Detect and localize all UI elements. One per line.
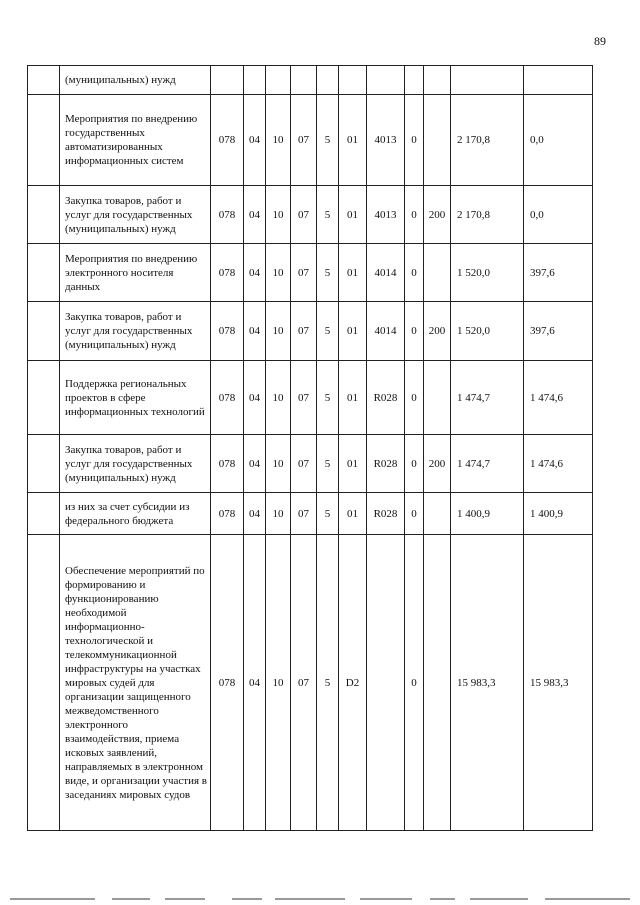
code-cell-8: 0 bbox=[405, 244, 424, 302]
code-cell-2: 04 bbox=[244, 244, 266, 302]
code-cell-2: 04 bbox=[244, 95, 266, 186]
value-cell-2: 1 474,6 bbox=[524, 361, 593, 435]
row-number-cell bbox=[28, 535, 60, 831]
value-cell-2: 1 474,6 bbox=[524, 435, 593, 493]
value-cell-2: 15 983,3 bbox=[524, 535, 593, 831]
value-cell-2 bbox=[524, 66, 593, 95]
code-cell-8: 0 bbox=[405, 361, 424, 435]
code-cell-5: 5 bbox=[317, 302, 339, 361]
table-row bbox=[28, 95, 593, 186]
code-cell-4: 07 bbox=[291, 535, 317, 831]
code-cell-3: 10 bbox=[266, 186, 291, 244]
code-cell-2 bbox=[244, 66, 266, 95]
code-cell-2: 04 bbox=[244, 435, 266, 493]
value-cell-1: 15 983,3 bbox=[451, 535, 524, 831]
page-number: 89 bbox=[594, 34, 606, 48]
value-cell-2: 0,0 bbox=[524, 95, 593, 186]
code-cell-3: 10 bbox=[266, 244, 291, 302]
value-cell-1: 1 520,0 bbox=[451, 244, 524, 302]
code-cell-3: 10 bbox=[266, 361, 291, 435]
code-cell-1: 078 bbox=[211, 435, 244, 493]
row-number-cell bbox=[28, 361, 60, 435]
code-cell-9: 200 bbox=[424, 302, 451, 361]
budget-table bbox=[27, 65, 593, 831]
code-cell-8: 0 bbox=[405, 186, 424, 244]
code-cell-9 bbox=[424, 66, 451, 95]
code-cell-5: 5 bbox=[317, 493, 339, 535]
description-cell: Закупка товаров, работ и услуг для государственных (муниципальных) нужд bbox=[60, 186, 211, 244]
code-cell-4: 07 bbox=[291, 435, 317, 493]
value-cell-2: 397,6 bbox=[524, 244, 593, 302]
code-cell-4: 07 bbox=[291, 95, 317, 186]
code-cell-6 bbox=[339, 66, 367, 95]
code-cell-4: 07 bbox=[291, 302, 317, 361]
code-cell-3 bbox=[266, 66, 291, 95]
code-cell-6: 01 bbox=[339, 435, 367, 493]
code-cell-6: 01 bbox=[339, 244, 367, 302]
code-cell-7: 4014 bbox=[367, 302, 405, 361]
value-cell-2: 1 400,9 bbox=[524, 493, 593, 535]
code-cell-5: 5 bbox=[317, 186, 339, 244]
code-cell-5 bbox=[317, 66, 339, 95]
code-cell-5: 5 bbox=[317, 535, 339, 831]
code-cell-3: 10 bbox=[266, 493, 291, 535]
description-cell: Поддержка региональных проектов в сфере информационных технологий bbox=[60, 361, 211, 435]
row-number-cell bbox=[28, 244, 60, 302]
table-body bbox=[28, 66, 593, 831]
code-cell-3: 10 bbox=[266, 302, 291, 361]
code-cell-9 bbox=[424, 244, 451, 302]
row-number-cell bbox=[28, 186, 60, 244]
description-cell: Мероприятия по внедрению электронного носителя данных bbox=[60, 244, 211, 302]
description-cell: Закупка товаров, работ и услуг для государственных (муниципальных) нужд bbox=[60, 435, 211, 493]
code-cell-7: 4013 bbox=[367, 186, 405, 244]
code-cell-8: 0 bbox=[405, 302, 424, 361]
row-number-cell bbox=[28, 95, 60, 186]
code-cell-3: 10 bbox=[266, 535, 291, 831]
value-cell-2: 397,6 bbox=[524, 302, 593, 361]
code-cell-9 bbox=[424, 95, 451, 186]
code-cell-3: 10 bbox=[266, 435, 291, 493]
code-cell-4: 07 bbox=[291, 244, 317, 302]
code-cell-1: 078 bbox=[211, 535, 244, 831]
row-number-cell bbox=[28, 66, 60, 95]
code-cell-9 bbox=[424, 493, 451, 535]
code-cell-9 bbox=[424, 361, 451, 435]
value-cell-1: 1 520,0 bbox=[451, 302, 524, 361]
description-cell: Мероприятия по внедрению государственных автоматизированных информационных систем bbox=[60, 95, 211, 186]
code-cell-1: 078 bbox=[211, 95, 244, 186]
code-cell-6: 01 bbox=[339, 493, 367, 535]
scan-footer-lines bbox=[0, 896, 640, 902]
code-cell-7 bbox=[367, 66, 405, 95]
code-cell-7: R028 bbox=[367, 493, 405, 535]
table-row bbox=[28, 302, 593, 361]
code-cell-1: 078 bbox=[211, 361, 244, 435]
value-cell-1: 2 170,8 bbox=[451, 186, 524, 244]
value-cell-1 bbox=[451, 66, 524, 95]
code-cell-6: 01 bbox=[339, 361, 367, 435]
code-cell-6: D2 bbox=[339, 535, 367, 831]
code-cell-9 bbox=[424, 535, 451, 831]
code-cell-2: 04 bbox=[244, 302, 266, 361]
description-cell: из них за счет субсидии из федерального бюджета bbox=[60, 493, 211, 535]
row-number-cell bbox=[28, 302, 60, 361]
code-cell-5: 5 bbox=[317, 244, 339, 302]
code-cell-2: 04 bbox=[244, 361, 266, 435]
code-cell-4: 07 bbox=[291, 493, 317, 535]
code-cell-1: 078 bbox=[211, 244, 244, 302]
table-row bbox=[28, 493, 593, 535]
description-cell: Обеспечение мероприятий по формированию и функционированию необходимой информационно-технологической и телекоммуникационной инфраструктуры на участках мировых судей для организации защищенного межведомственного электронного взаимодействия, приема исковых заявлений, направляемых в электронном виде, и организации участия в заседаниях мировых судов bbox=[60, 535, 211, 831]
table-row bbox=[28, 244, 593, 302]
code-cell-8: 0 bbox=[405, 95, 424, 186]
code-cell-1: 078 bbox=[211, 186, 244, 244]
code-cell-7: 4014 bbox=[367, 244, 405, 302]
value-cell-1: 1 400,9 bbox=[451, 493, 524, 535]
code-cell-7: 4013 bbox=[367, 95, 405, 186]
code-cell-8 bbox=[405, 66, 424, 95]
value-cell-2: 0,0 bbox=[524, 186, 593, 244]
code-cell-9: 200 bbox=[424, 186, 451, 244]
code-cell-8: 0 bbox=[405, 435, 424, 493]
table-row bbox=[28, 361, 593, 435]
code-cell-4: 07 bbox=[291, 361, 317, 435]
table-row bbox=[28, 535, 593, 831]
code-cell-4 bbox=[291, 66, 317, 95]
code-cell-5: 5 bbox=[317, 435, 339, 493]
code-cell-3: 10 bbox=[266, 95, 291, 186]
code-cell-9: 200 bbox=[424, 435, 451, 493]
value-cell-1: 1 474,7 bbox=[451, 361, 524, 435]
code-cell-6: 01 bbox=[339, 302, 367, 361]
description-cell: Закупка товаров, работ и услуг для государственных (муниципальных) нужд bbox=[60, 302, 211, 361]
row-number-cell bbox=[28, 493, 60, 535]
table-row bbox=[28, 186, 593, 244]
code-cell-2: 04 bbox=[244, 493, 266, 535]
code-cell-8: 0 bbox=[405, 493, 424, 535]
code-cell-4: 07 bbox=[291, 186, 317, 244]
code-cell-7: R028 bbox=[367, 435, 405, 493]
table-row bbox=[28, 66, 593, 95]
table-row bbox=[28, 435, 593, 493]
code-cell-8: 0 bbox=[405, 535, 424, 831]
value-cell-1: 1 474,7 bbox=[451, 435, 524, 493]
code-cell-6: 01 bbox=[339, 186, 367, 244]
code-cell-1: 078 bbox=[211, 493, 244, 535]
code-cell-5: 5 bbox=[317, 95, 339, 186]
code-cell-7 bbox=[367, 535, 405, 831]
row-number-cell bbox=[28, 435, 60, 493]
code-cell-1: 078 bbox=[211, 302, 244, 361]
code-cell-2: 04 bbox=[244, 186, 266, 244]
code-cell-7: R028 bbox=[367, 361, 405, 435]
code-cell-5: 5 bbox=[317, 361, 339, 435]
description-cell: (муниципальных) нужд bbox=[60, 66, 211, 95]
value-cell-1: 2 170,8 bbox=[451, 95, 524, 186]
code-cell-2: 04 bbox=[244, 535, 266, 831]
code-cell-6: 01 bbox=[339, 95, 367, 186]
code-cell-1 bbox=[211, 66, 244, 95]
